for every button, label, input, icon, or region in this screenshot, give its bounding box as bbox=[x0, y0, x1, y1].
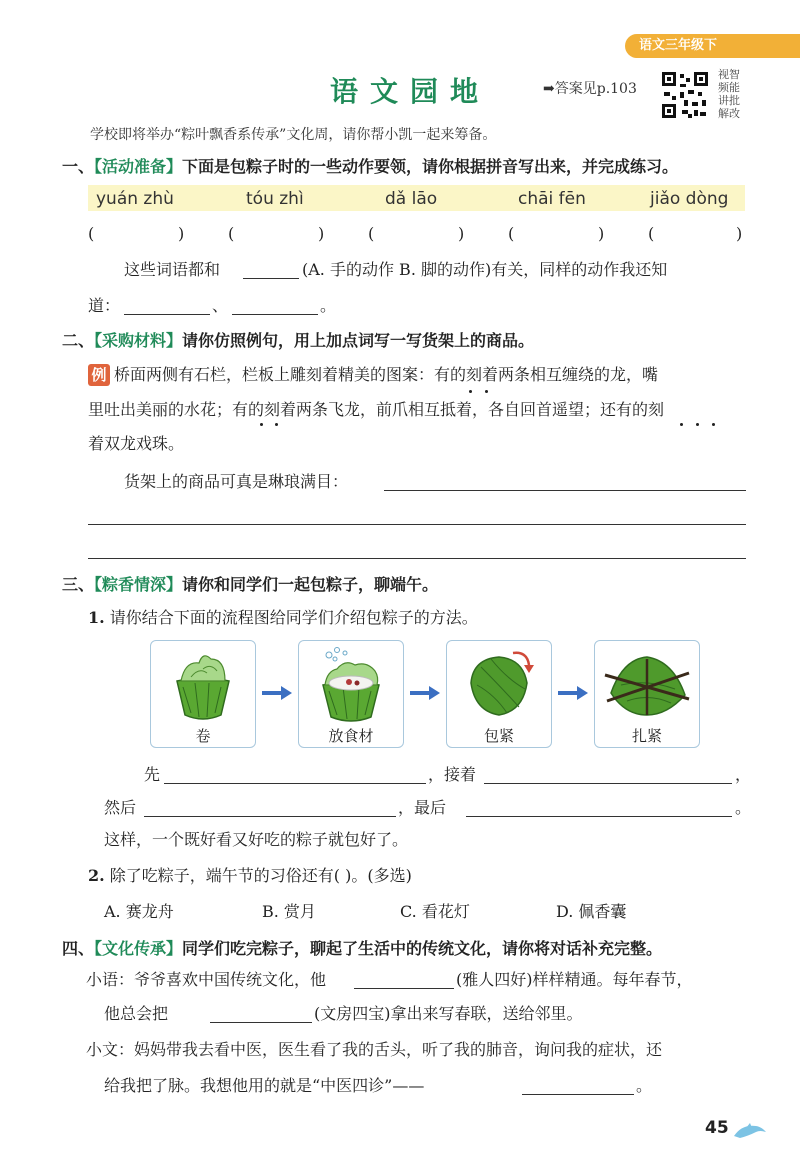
emphasis-dot bbox=[260, 423, 263, 426]
fill-last-label: ，最后 bbox=[398, 798, 447, 817]
s1-line1-a: 这些词语都和 bbox=[124, 260, 221, 279]
s2-writing-line-2[interactable] bbox=[88, 524, 746, 525]
s1-line2-end: 。 bbox=[320, 296, 337, 315]
example-line-2: 里吐出美丽的水花；有的刻着两条飞龙，前爪相互抵着，各自回首遥望；还有的刻 bbox=[88, 400, 665, 419]
answer-box-3[interactable] bbox=[376, 222, 454, 244]
answer-box-3-open: ( bbox=[368, 224, 375, 243]
fill-first-label: 先 bbox=[144, 765, 161, 784]
section2-tag: 【采购材料】 bbox=[94, 331, 183, 350]
zongzi-tied-icon bbox=[603, 649, 691, 721]
pinyin-2: tóu zhì bbox=[246, 189, 304, 209]
option-a[interactable]: A. 赛龙舟 bbox=[104, 902, 174, 921]
section3-instruction: 请你和同学们一起包粽子，聊端午。 bbox=[182, 575, 439, 594]
fill-summary: 这样，一个既好看又好吃的粽子就包好了。 bbox=[104, 830, 409, 849]
option-b[interactable]: B. 赏月 bbox=[262, 902, 316, 921]
answer-box-1[interactable] bbox=[96, 222, 174, 244]
emphasis-dot bbox=[712, 423, 715, 426]
answer-box-4-close: ) bbox=[598, 224, 605, 243]
xiaowen-a: 小文：妈妈带我去看中医，医生看了我的舌头，听了我的肺音，询问我的症状，还 bbox=[86, 1040, 663, 1059]
flow-step-label: 包紧 bbox=[483, 727, 514, 745]
q1 bbox=[88, 608, 478, 628]
xiaoyu-blank-2[interactable] bbox=[210, 1022, 312, 1023]
fill-first-blank[interactable] bbox=[164, 783, 426, 784]
pinyin-1: yuán zhù bbox=[96, 189, 174, 209]
xiaowen-end: 。 bbox=[636, 1076, 653, 1095]
s1-blank-extra-1[interactable] bbox=[124, 314, 210, 315]
example-badge: 例 bbox=[88, 364, 110, 386]
flow-step-fill bbox=[298, 640, 404, 748]
pinyin-4: chāi fēn bbox=[518, 189, 586, 209]
section2-instruction: 请你仿照例句，用上加点词写一写货架上的商品。 bbox=[182, 331, 535, 350]
answer-box-4-open: ( bbox=[508, 224, 515, 243]
fill-after-blank[interactable] bbox=[144, 816, 396, 817]
fill-last-end: 。 bbox=[735, 798, 752, 817]
option-d[interactable]: D. 佩香囊 bbox=[556, 902, 627, 921]
arrow-right-icon bbox=[410, 686, 440, 700]
arrow-right-icon bbox=[558, 686, 588, 700]
section4-heading bbox=[62, 936, 662, 959]
s2-prompt: 货架上的商品可真是琳琅满目： bbox=[124, 472, 349, 491]
page-number: 45 bbox=[705, 1118, 729, 1138]
intro-text: 学校即将举办“粽叶飘香系传承”文化周，请你帮小凯一起来筹备。 bbox=[90, 127, 497, 143]
qr-code-icon[interactable] bbox=[660, 70, 710, 120]
zongye-cone-icon bbox=[169, 647, 237, 723]
example-line-3: 着双龙戏珠。 bbox=[88, 434, 185, 453]
fill-last-blank[interactable] bbox=[466, 816, 732, 817]
example-line-1: 桥面两侧有石栏，栏板上雕刻着精美的图案：有的刻着两条相互缠绕的龙，嘴 bbox=[114, 365, 659, 384]
answer-box-2-open: ( bbox=[228, 224, 235, 243]
q2-number: 2. bbox=[88, 866, 105, 885]
section4-prefix: 四、 bbox=[62, 939, 95, 958]
flow-step-label: 卷 bbox=[195, 727, 211, 745]
flow-step-label: 扎紧 bbox=[631, 727, 662, 745]
section1-prefix: 一、 bbox=[62, 157, 95, 176]
q2-text: 除了吃粽子，端午节的习俗还有( )。(多选) bbox=[109, 866, 412, 885]
xiaoyu-a: 小语：爷爷喜欢中国传统文化，他 bbox=[86, 970, 327, 989]
zongye-wrap-icon bbox=[461, 645, 539, 723]
emphasis-dot bbox=[469, 390, 472, 393]
section3-tag: 【粽香情深】 bbox=[94, 575, 183, 594]
qr-label: 视智频能讲批解改 bbox=[718, 68, 740, 120]
xiaoyu-blank-1[interactable] bbox=[354, 988, 454, 989]
section3-heading bbox=[62, 572, 438, 595]
pinyin-3: dǎ lāo bbox=[385, 189, 438, 209]
fill-then-blank[interactable] bbox=[484, 783, 732, 784]
answer-box-5[interactable] bbox=[656, 222, 734, 244]
section2-prefix: 二、 bbox=[62, 331, 95, 350]
dolphin-icon bbox=[732, 1122, 768, 1140]
answer-box-2[interactable] bbox=[236, 222, 314, 244]
answer-box-5-open: ( bbox=[648, 224, 655, 243]
xiaoyu-c: 他总会把 bbox=[104, 1004, 169, 1023]
xiaoyu-d: (文房四宝)拿出来写春联，送给邻里。 bbox=[314, 1004, 583, 1023]
arrow-right-icon bbox=[262, 686, 292, 700]
grade-tab: 语文三年级下 bbox=[625, 34, 800, 58]
flow-step-roll bbox=[150, 640, 256, 748]
section3-prefix: 三、 bbox=[62, 575, 95, 594]
answer-reference[interactable]: ➡答案见p.103 bbox=[543, 81, 637, 97]
q2-answer-box[interactable] bbox=[368, 864, 428, 886]
s1-line2-a: 道： bbox=[88, 296, 121, 315]
section1-tag: 【活动准备】 bbox=[94, 157, 183, 176]
answer-box-2-close: ) bbox=[318, 224, 325, 243]
xiaowen-blank[interactable] bbox=[522, 1094, 634, 1095]
flow-step-tie bbox=[594, 640, 700, 748]
s1-line1-b: (A. 手的动作 B. 脚的动作)有关，同样的动作我还知 bbox=[302, 260, 668, 279]
zongye-filled-icon bbox=[315, 645, 387, 723]
emphasis-dot bbox=[680, 423, 683, 426]
pinyin-5: jiǎo dòng bbox=[650, 189, 729, 209]
answer-box-1-close: ) bbox=[178, 224, 185, 243]
fill-then-label: ，接着 bbox=[428, 765, 477, 784]
section1-instruction: 下面是包粽子时的一些动作要领，请你根据拼音写出来，并完成练习。 bbox=[182, 157, 679, 176]
emphasis-dot bbox=[275, 423, 278, 426]
s2-writing-line-3[interactable] bbox=[88, 558, 746, 559]
answer-box-1-open: ( bbox=[88, 224, 95, 243]
s1-blank-category[interactable] bbox=[243, 278, 299, 279]
flow-step-label: 放食材 bbox=[328, 727, 374, 745]
xiaowen-b: 给我把了脉。我想他用的就是“中医四诊”—— bbox=[104, 1076, 425, 1095]
fill-after-label: 然后 bbox=[104, 798, 137, 817]
fill-then-end: ， bbox=[735, 765, 752, 784]
emphasis-dot bbox=[696, 423, 699, 426]
q1-number: 1. bbox=[88, 608, 105, 627]
flow-step-wrap bbox=[446, 640, 552, 748]
answer-box-3-close: ) bbox=[458, 224, 465, 243]
answer-box-4[interactable] bbox=[516, 222, 594, 244]
section2-heading bbox=[62, 328, 534, 351]
section1-heading bbox=[62, 154, 678, 177]
q1-text: 请你结合下面的流程图给同学们介绍包粽子的方法。 bbox=[109, 608, 478, 627]
page-title: 语文园地 bbox=[330, 75, 491, 108]
section4-tag: 【文化传承】 bbox=[94, 939, 183, 958]
emphasis-dot bbox=[485, 390, 488, 393]
answer-box-5-close: ) bbox=[736, 224, 743, 243]
xiaoyu-b: (雅人四好)样样精通。每年春节， bbox=[456, 970, 693, 989]
section4-instruction: 同学们吃完粽子，聊起了生活中的传统文化，请你将对话补充完整。 bbox=[182, 939, 663, 958]
s2-writing-line-1[interactable] bbox=[384, 490, 746, 491]
q2 bbox=[88, 866, 412, 886]
s1-line2-sep: 、 bbox=[212, 296, 229, 315]
s1-blank-extra-2[interactable] bbox=[232, 314, 318, 315]
option-c[interactable]: C. 看花灯 bbox=[400, 902, 470, 921]
